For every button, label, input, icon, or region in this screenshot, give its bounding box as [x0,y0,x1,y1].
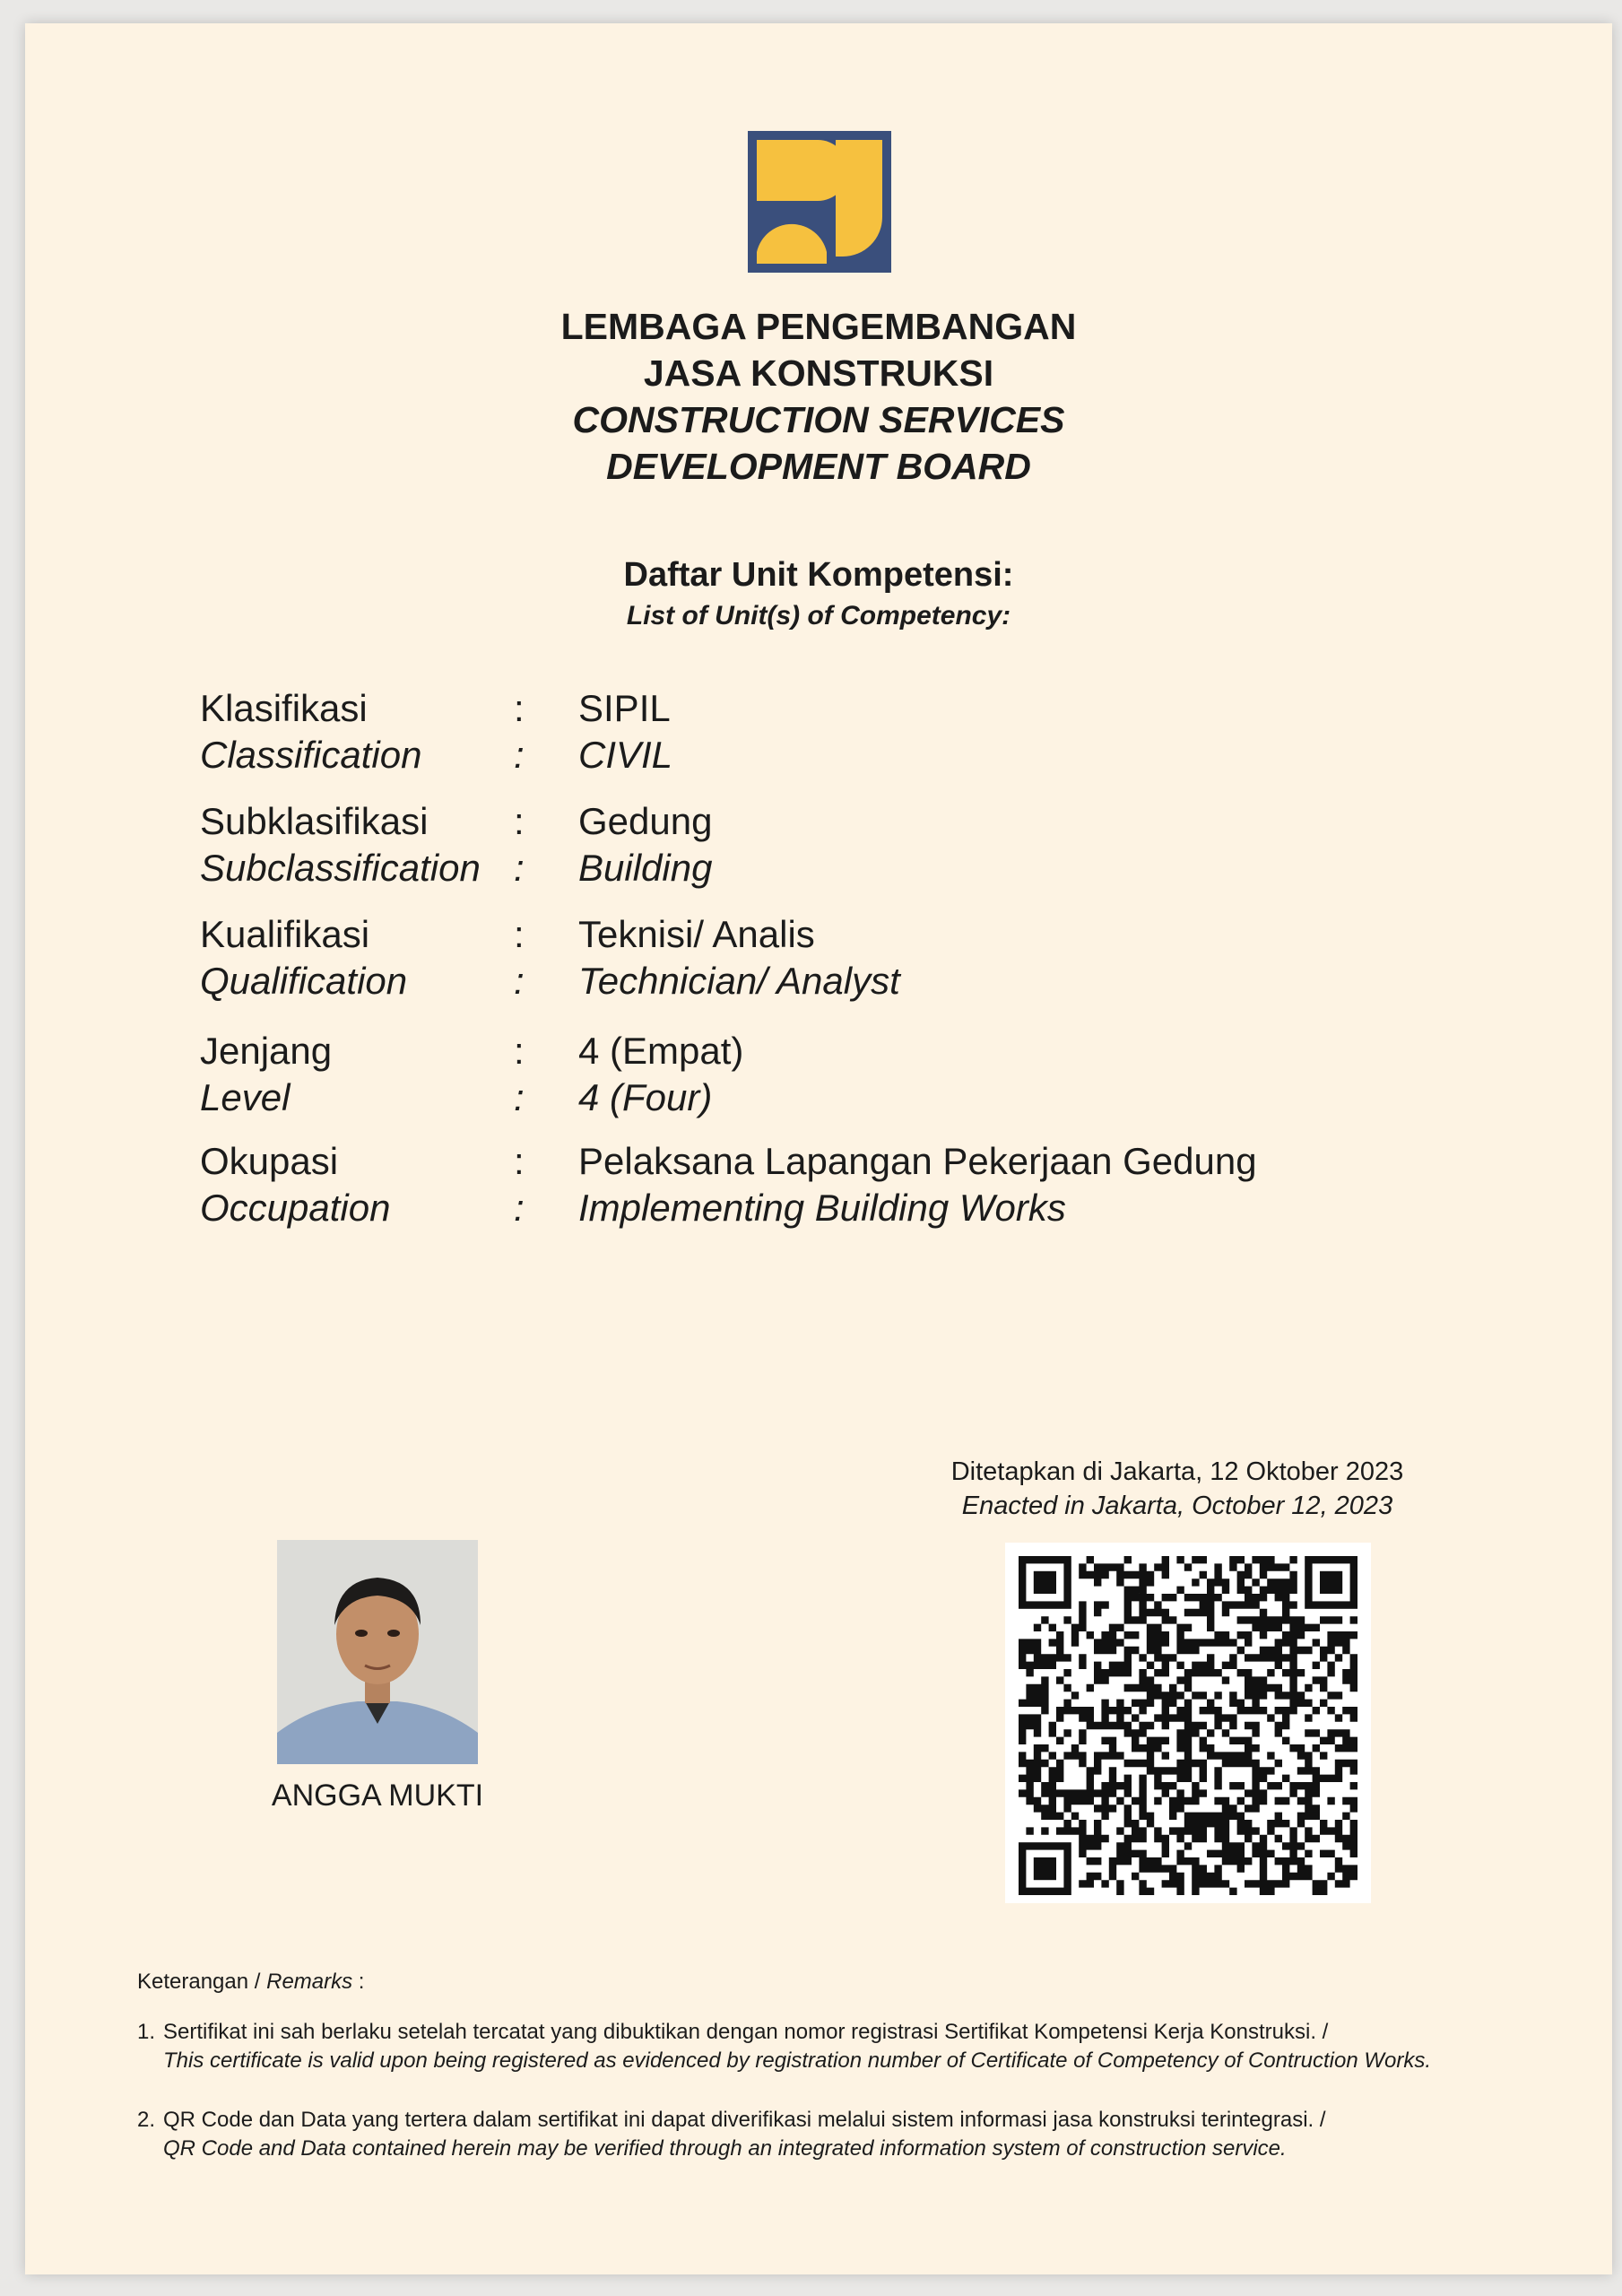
level-value-id: 4 (Empat) [578,1030,744,1072]
classification-value-en: CIVIL [578,734,673,776]
certificate-page [25,23,1612,2274]
holder-name: ANGGA MUKTI [271,1779,484,1813]
colon: : [514,734,525,776]
occupation-value-en: Implementing Building Works [578,1187,1066,1229]
subclassification-value-id: Gedung [578,800,713,842]
remarks-title-suffix: : [352,1970,365,1994]
level-value-en: 4 (Four) [578,1076,713,1118]
colon: : [514,800,525,842]
remark-text-id: Sertifikat ini sah berlaku setelah tercatat yang dibuktikan dengan nomor registrasi Sertifikat Kompetensi Kerja Konstruksi. / [163,2020,1329,2044]
occupation-label-id: Okupasi [200,1140,339,1182]
colon: : [514,1187,525,1229]
org-name-id-line2: JASA KONSTRUKSI [643,352,994,394]
colon: : [514,1140,525,1182]
org-name-en-line2: DEVELOPMENT BOARD [606,446,1031,487]
remark-item [137,2018,1536,2075]
remarks-title-id: Keterangan / [137,1970,267,1994]
classification-value-id: SIPIL [578,687,671,729]
qr-code-icon [1005,1543,1371,1903]
remark-number: 1. [137,2020,156,2044]
colon: : [514,687,525,729]
subclassification-label-en: Subclassification [200,847,481,889]
subclassification-label-id: Subklasifikasi [200,800,429,842]
classification-label-en: Classification [200,734,422,776]
colon: : [514,1076,525,1118]
pupr-logo-icon [748,131,891,273]
colon: : [514,847,525,889]
qualification-label-en: Qualification [200,960,408,1002]
subclassification-value-en: Building [578,847,713,889]
remark-item [137,2106,1536,2163]
qualification-label-id: Kualifikasi [200,913,370,955]
remark-number: 2. [137,2108,156,2132]
org-name-en-line1: CONSTRUCTION SERVICES [572,399,1065,440]
remarks-title-en: Remarks [266,1970,353,1994]
holder-photo [277,1540,478,1764]
qualification-value-id: Teknisi/ Analis [578,913,815,955]
occupation-value-id: Pelaksana Lapangan Pekerjaan Gedung [578,1140,1257,1182]
classification-label-id: Klasifikasi [200,687,368,729]
qualification-value-en: Technician/ Analyst [578,960,900,1002]
person-photo-icon [277,1540,478,1764]
remark-text-en: This certificate is valid upon being registered as evidenced by registration number of Certificate of Competency of Contruction Works. [163,2048,1432,2073]
remark-text-en: QR Code and Data contained herein may be verified through an integrated information system of construction service. [163,2136,1287,2161]
level-label-id: Jenjang [200,1030,333,1072]
colon: : [514,913,525,955]
colon: : [514,1030,525,1072]
colon: : [514,960,525,1002]
remarks-title [137,1970,364,1995]
list-subtitle: List of Unit(s) of Competency: [626,601,1011,631]
level-label-en: Level [200,1076,291,1118]
list-title: Daftar Unit Kompetensi: [623,556,1014,594]
enacted-id: Ditetapkan di Jakarta, 12 Oktober 2023 [950,1457,1404,1486]
org-name-id-line1: LEMBAGA PENGEMBANGAN [560,306,1077,347]
remark-text-id: QR Code dan Data yang tertera dalam sertifikat ini dapat diverifikasi melalui sistem informasi jasa konstruksi terintegrasi. / [163,2108,1326,2132]
enacted-en: Enacted in Jakarta, October 12, 2023 [961,1492,1393,1520]
occupation-label-en: Occupation [200,1187,391,1229]
